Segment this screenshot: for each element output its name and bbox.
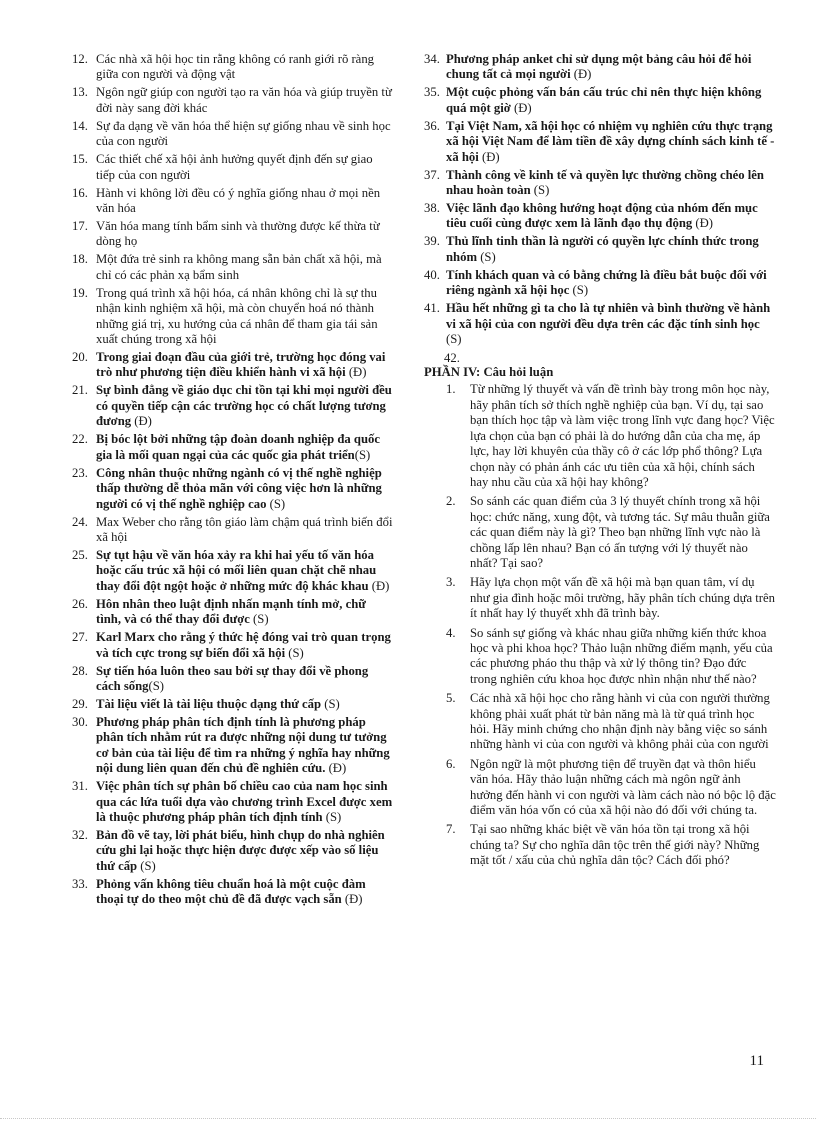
item-number: 32.: [72, 827, 88, 842]
statement-item: [72, 119, 394, 150]
item-text: Hành vi không lời đều có ý nghĩa giống nhau ở mọi nền văn hóa: [96, 185, 381, 216]
item-number: 31.: [72, 779, 88, 794]
answer-mark: (S): [446, 332, 462, 347]
item-number: 20.: [72, 350, 88, 365]
statement-item: [424, 52, 776, 83]
item-number: 23.: [72, 465, 88, 480]
item-text: Ngôn ngữ là một phương tiện để truyền đạt và thôn hiểu văn hóa. Hãy thảo luận những cách mà ngôn ngữ ảnh hưởng đến hành vi con người và làm cách nào nó bộc lộ đặc điểm văn hóa vốn có của xã hội nào đó đối với chúng ta.: [470, 756, 776, 818]
item-text: Hãy lựa chọn một vấn đề xã hội mà bạn quan tâm, ví dụ như gia đình hoặc môi trường, hãy phân tích chúng dựa trên ít nhất hay lý thuyết xhh đã trình bày.: [470, 575, 775, 621]
item-text: Việc phân tích sự phân bố chiều cao của nam học sinh qua các lứa tuổi dựa vào chương trình Excel được xem là thuộc phương pháp phân tích định tính: [96, 779, 393, 824]
answer-mark: (Đ): [692, 216, 714, 231]
item-text: Tại sao những khác biệt về văn hóa tồn tại trong xã hội chúng ta? Sự cho nghĩa dân tộc trên thế giới này? Những mặt tốt / xấu của chủ nghĩa dân tộc? Cách đối phó?: [470, 822, 760, 868]
item-number: 33.: [72, 876, 88, 891]
statement-item: [72, 548, 394, 594]
statement-item: [72, 186, 394, 217]
answer-mark: (S): [137, 858, 156, 873]
item-text: Trong quá trình xã hội hóa, cá nhân không chỉ là sự thu nhận kinh nghiệm xã hội, mà còn chuyển hoá nó thành những giá trị, xu hướng của cá nhân để tham gia tái sản xuất chúng trong xã hội: [96, 285, 378, 347]
essay-question: [446, 757, 776, 819]
item-text: Phương pháp anket chỉ sử dụng một bảng câu hỏi để hỏi chung tất cả mọi người: [446, 52, 752, 82]
item-number: 26.: [72, 596, 88, 611]
item-text: Phỏng vấn không tiêu chuẩn hoá là một cuộc đàm thoại tự do theo một chủ đề đã được vạch sẵn: [96, 876, 366, 907]
item-number: 34.: [424, 52, 440, 66]
statement-item: [72, 432, 394, 463]
item-text: Ngôn ngữ giúp con người tạo ra văn hóa và giúp truyền từ đời này sang đời khác: [96, 85, 392, 115]
statement-item: [424, 234, 776, 265]
item-text: Tại Việt Nam, xã hội học có nhiệm vụ nghiên cứu thực trạng xã hội Việt Nam để làm tiền đề xây dựng chính sách kinh tế - xã hội: [446, 118, 775, 164]
essay-question-list: [446, 382, 776, 868]
statement-item: [72, 877, 394, 908]
item-number: 28.: [72, 663, 88, 678]
item-number: 35.: [424, 85, 440, 100]
statement-item: [72, 85, 394, 116]
item-number: 25.: [72, 547, 88, 562]
item-number: 15.: [72, 152, 88, 167]
item-number: 13.: [72, 85, 88, 100]
item-number: 3.: [446, 575, 456, 590]
statement-item: [424, 85, 776, 116]
item-text: Tính khách quan và có bằng chứng là điều bắt buộc đối với riêng ngành xã hội học: [446, 267, 767, 298]
item-text: Việc lãnh đạo không hướng hoạt động của nhóm đến mục tiêu cuối cùng được xem là lãnh đạo thụ động: [446, 201, 758, 231]
item-number: 40.: [424, 267, 440, 282]
item-number: 6.: [446, 756, 456, 771]
item-text: Hầu hết những gì ta cho là tự nhiên và bình thường về hành vi xã hội của con người đều dựa trên các đặc tính sinh học: [446, 301, 771, 331]
empty-item-number: 42.: [444, 351, 460, 366]
item-number: 36.: [424, 118, 440, 133]
answer-mark: (S): [530, 183, 550, 198]
item-number: 37.: [424, 167, 440, 182]
item-text: Thủ lĩnh tinh thần là người có quyền lực chính thức trong nhóm: [446, 234, 759, 264]
page-number: 11: [749, 1053, 764, 1069]
item-number: 21.: [72, 383, 88, 398]
answer-mark: (S): [321, 696, 340, 711]
item-number: 5.: [446, 691, 456, 706]
item-text: Bị bóc lột bởi những tập đoàn doanh nghiệp đa quốc gia là mối quan ngại của các quốc gia phát triển: [96, 432, 381, 462]
item-number: 1.: [446, 382, 456, 397]
item-text: So sánh sự giống và khác nhau giữa những kiến thức khoa học và phi khoa học? Thảo luận những điểm mạnh, yếu của các phương pháo thu thập và xử lý thông tin? Đạo đức trong nghiên cứu khoa học được nhìn nhận như thế nào?: [470, 625, 773, 686]
true-false-list-left: [72, 52, 394, 908]
item-number: 12.: [72, 52, 88, 66]
item-text: Tài liệu viết là tài liệu thuộc dạng thứ cấp: [96, 696, 322, 711]
item-text: Từ những lý thuyết và vấn đề trình bày trong môn học này, hãy phân tích sở thích nghề nghiệp của bạn. Ví dụ, tại sao bạn thích học tập và làm việc trong lĩnh vực đang học? Việc lựa chọn của bạn có phải là do hướng dẫn của cha mẹ, áp lực, hay lời khuyên của thầy cô ở các lớp phổ thông? Lựa chọn này có phản ánh các ưu tiên của xã hội, chính sách hay nhu cầu của xã hội hay không?: [470, 382, 775, 489]
item-text: Văn hóa mang tính bẩm sinh và thường được kế thừa từ dòng họ: [96, 219, 380, 249]
item-number: 30.: [72, 714, 88, 729]
item-text: So sánh các quan điểm của 3 lý thuyết chính trong xã hội học: chức năng, xung đột, và tương tác. Sự mâu thuẫn giữa các quan điểm này là gì? Theo bạn những lĩnh vực nào là chồng lấp lên nhau? Bạn có ấn tượng với lý thuyết nào nhất? Tại sao?: [470, 494, 770, 570]
item-number: 24.: [72, 514, 88, 529]
item-number: 16.: [72, 185, 88, 200]
answer-mark: (S): [322, 809, 342, 824]
item-number: 39.: [424, 234, 440, 249]
item-text: Một đứa trẻ sinh ra không mang sẵn bản chất xã hội, mà chỉ có các phản xạ bẩm sinh: [96, 252, 382, 282]
essay-question: [446, 691, 776, 753]
answer-mark: (Đ): [345, 365, 367, 380]
statement-item: [424, 168, 776, 199]
item-number: 27.: [72, 630, 88, 645]
answer-mark: (Đ): [341, 892, 363, 907]
answer-mark: (Đ): [510, 100, 532, 115]
item-number: 17.: [72, 219, 88, 234]
statement-item: [72, 252, 394, 283]
essay-question: [446, 575, 776, 621]
statement-item: [424, 301, 776, 347]
statement-item: [424, 268, 776, 299]
answer-mark: (S): [249, 612, 269, 627]
item-number: 14.: [72, 118, 88, 133]
statement-item: [72, 779, 394, 825]
true-false-list-right: [424, 52, 776, 347]
statement-item: [72, 52, 394, 83]
item-text: Phương pháp phân tích định tính là phương pháp phân tích nhằm rút ra được những nội dung tư tưởng cơ bản của tài liệu để tìm ra những ý nghĩa hay những nội dung liên quan đến chủ đề nghiên cứu.: [96, 714, 390, 776]
item-text: Sự tụt hậu về văn hóa xảy ra khi hai yếu tố văn hóa hoặc cấu trúc xã hội có mối liên quan chặt chẽ nhau thay đổi đột ngột hoặc ở những mức độ khác khau: [96, 547, 377, 593]
left-column: [72, 52, 394, 910]
answer-mark: (S): [148, 678, 165, 693]
statement-item: [72, 219, 394, 250]
item-text: Sự tiến hóa luôn theo sau bởi sự thay đổi về phong cách sống: [96, 663, 369, 693]
statement-item: [72, 286, 394, 348]
statement-item: [72, 697, 394, 712]
item-number: 29.: [72, 696, 88, 711]
statement-item: [72, 664, 394, 695]
statement-item: [72, 152, 394, 183]
statement-item: [72, 597, 394, 628]
item-number: 7.: [446, 822, 456, 837]
answer-mark: (Đ): [570, 67, 592, 82]
statement-item: [72, 828, 394, 874]
statement-item: [72, 515, 394, 546]
statement-item: [72, 466, 394, 512]
statement-item: [72, 383, 394, 429]
statement-item: [424, 201, 776, 232]
item-text: Hôn nhân theo luật định nhấn mạnh tính mở, chữ tình, và có thể thay đổi được: [96, 596, 366, 627]
statement-item: [72, 630, 394, 661]
answer-mark: (S): [266, 496, 286, 511]
item-text: Max Weber cho rằng tôn giáo làm chậm quá trình biến đổi xã hội: [96, 514, 393, 544]
right-column: [424, 52, 776, 873]
statement-item: [72, 350, 394, 381]
statement-item: [72, 715, 394, 777]
item-text: Một cuộc phỏng vấn bán cấu trúc chỉ nên thực hiện không quá một giờ: [446, 85, 762, 115]
answer-mark: (S): [569, 283, 589, 298]
item-text: Thành công về kinh tế và quyền lực thường chồng chéo lên nhau hoàn toàn: [446, 167, 764, 198]
essay-question: [446, 494, 776, 571]
answer-mark: (S): [285, 645, 304, 660]
essay-question: [446, 626, 776, 688]
page-bottom-divider: [0, 1118, 816, 1119]
item-text: Trong giai đoạn đầu của giới trẻ, trường học đóng vai trò như phương tiện điều khiển hành vi xã hội: [96, 350, 386, 380]
item-number: 38.: [424, 201, 440, 216]
item-number: 19.: [72, 285, 88, 300]
essay-question: [446, 382, 776, 490]
item-text: Các thiết chế xã hội ảnh hưởng quyết định đến sự giao tiếp của con người: [96, 152, 373, 182]
section-heading: PHẦN IV: Câu hỏi luận: [424, 365, 554, 380]
item-number: 4.: [446, 625, 456, 640]
answer-mark: (S): [477, 249, 496, 264]
item-text: Công nhân thuộc những ngành có vị thế nghề nghiệp thấp thường dễ thỏa mãn với công việc hơn là những người có vị thế nghề nghiệp cao: [96, 465, 382, 511]
item-number: 18.: [72, 252, 88, 267]
answer-mark: (Đ): [478, 149, 500, 164]
item-text: Các nhà xã hội học cho rằng hành vi của con người thường không phải xuất phát từ bản năng mà là từ quá trình học hỏi. Hãy minh chứng cho nhận định này bằng việc so sánh những hành vi của con người và không phải của con người: [470, 691, 770, 752]
statement-item: [424, 119, 776, 165]
item-text: Karl Marx cho rằng ý thức hệ đóng vai trò quan trọng và tích cực trong sự biến đổi xã hội: [96, 630, 391, 660]
essay-question: [446, 822, 776, 868]
item-number: 22.: [72, 432, 88, 447]
item-text: Sự đa dạng về văn hóa thể hiện sự giống nhau về sinh học của con người: [96, 118, 391, 149]
item-number: 41.: [424, 301, 440, 316]
item-number: 2.: [446, 494, 456, 509]
answer-mark: (S): [354, 447, 371, 462]
item-text: Bản đồ vẽ tay, lời phát biểu, hình chụp do nhà nghiên cứu ghi lại hoặc thực hiện được được xếp vào số liệu thứ cấp: [96, 827, 385, 873]
item-text: Các nhà xã hội học tin rằng không có ranh giới rõ ràng giữa con người và động vật: [96, 52, 375, 82]
answer-mark: (Đ): [368, 578, 390, 593]
answer-mark: (Đ): [325, 761, 347, 776]
answer-mark: (Đ): [131, 414, 152, 429]
item-text: Sự bình đẳng về giáo dục chỉ tồn tại khi mọi người đều có quyền tiếp cận các trường học có chất lượng tương đương: [96, 383, 392, 429]
